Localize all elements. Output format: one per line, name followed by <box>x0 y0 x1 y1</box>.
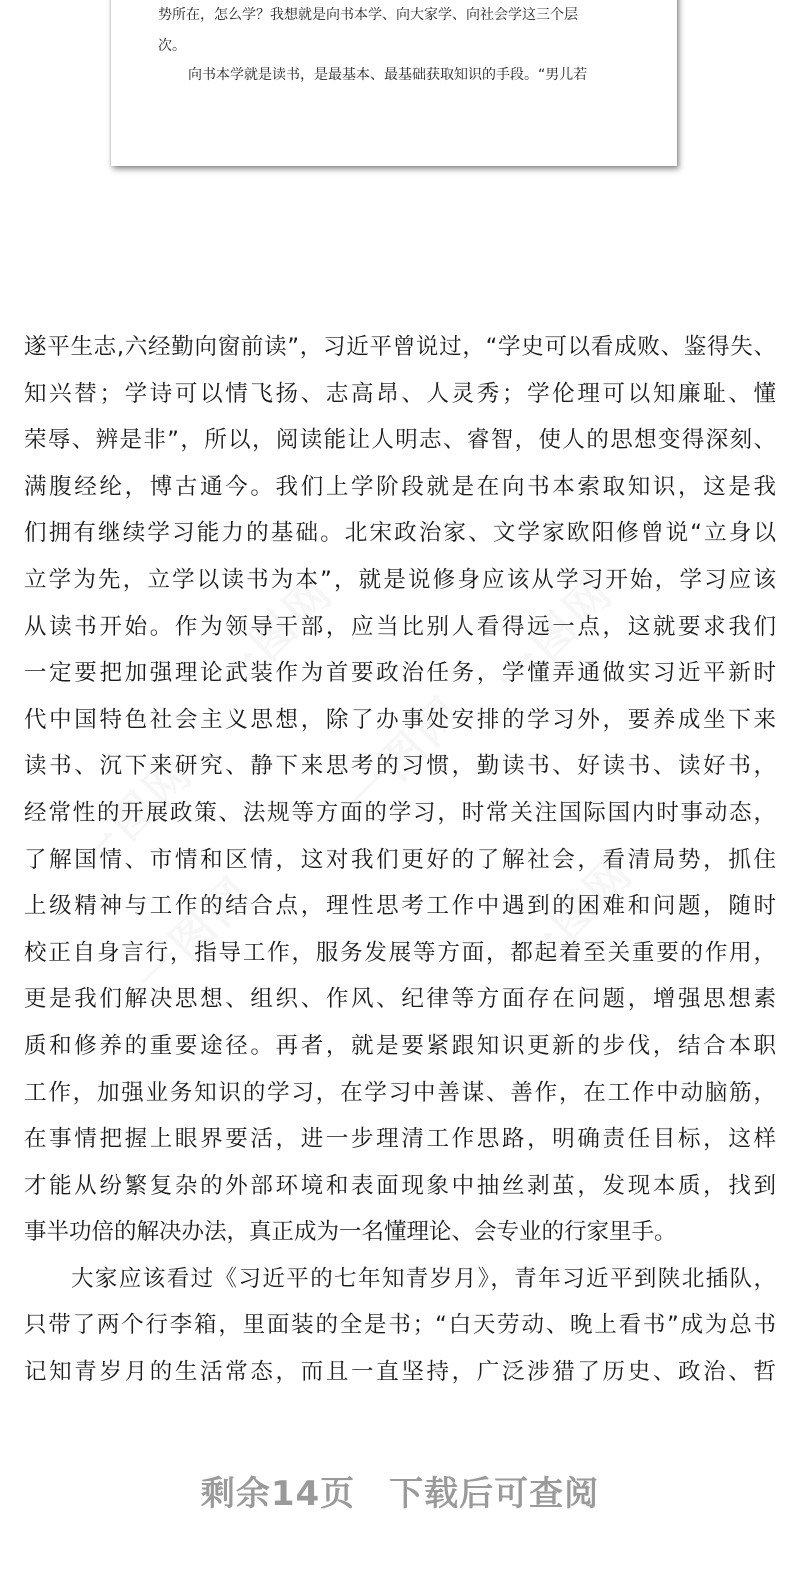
body-line: 经常性的开展政策、法规等方面的学习，时常关注国际国内时事动态， <box>24 799 776 826</box>
body-line: 了解国情、市情和区情，这对我们更好的了解社会，看清局势，抓住 <box>24 846 776 873</box>
body-line: 满腹经纶，博古通今。我们上学阶段就是在向书本索取知识，这是我 <box>24 473 776 500</box>
body-line: 读书、沉下来研究、静下来思考的习惯，勤读书、好读书、读好书， <box>24 753 776 780</box>
body-line: 质和修养的重要途径。再者，就是要紧跟知识更新的步伐，结合本职 <box>24 1032 776 1059</box>
page-preview-card <box>111 0 677 166</box>
body-line: 们拥有继续学习能力的基础。北宋政治家、文学家欧阳修曾说“立身以 <box>24 520 776 547</box>
body-line: 从读书开始。作为领导干部，应当比别人看得远一点，这就要求我们 <box>24 613 776 640</box>
download-to-view-label[interactable]: 下载后可查阅 <box>389 1474 600 1514</box>
body-line: 荣辱、辨是非”，所以，阅读能让人明志、睿智，使人的思想变得深刻、 <box>24 427 776 454</box>
remaining-pages-label: 剩余14页 <box>200 1474 356 1514</box>
body-line: 遂平生志,六经勤向窗前读”，习近平曾说过，“学史可以看成败、鉴得失、 <box>24 334 776 360</box>
body-line: 更是我们解决思想、组织、作风、纪律等方面存在问题，增强思想素 <box>24 986 776 1013</box>
body-line: 立学为先，立学以读书为本”，就是说修身应该从学习开始，学习应该 <box>24 566 776 593</box>
body-line: 知兴替；学诗可以情飞扬、志高昂、人灵秀；学伦理可以知廉耻、懂 <box>24 380 776 407</box>
body-line: 校正自身言行，指导工作，服务发展等方面，都起着至关重要的作用， <box>24 939 776 966</box>
body-line: 一定要把加强理论武装作为首要政治任务，学懂弄通做实习近平新时 <box>24 660 776 687</box>
body-line: 事半功倍的解决办法，真正成为一名懂理论、会专业的行家里手。 <box>24 1219 677 1246</box>
preview-line-1: 势所在，怎么学？我想就是向书本学、向大家学、向社会学这三个层 <box>158 7 578 23</box>
body-line: 才能从纷繁复杂的外部环境和表面现象中抽丝剥茧，发现本质，找到 <box>24 1172 776 1199</box>
body-line: 在事情把握上眼界要活，进一步理清工作思路，明确责任目标，这样 <box>24 1126 776 1153</box>
download-prompt[interactable] <box>0 1466 800 1515</box>
body-line: 上级精神与工作的结合点，理性思考工作中遇到的困难和问题，随时 <box>24 893 776 920</box>
body-line: 工作，加强业务知识的学习，在学习中善谋、善作，在工作中动脑筋， <box>24 1079 776 1106</box>
body-line: 代中国特色社会主义思想，除了办事处安排的学习外，要养成坐下来 <box>24 706 776 733</box>
preview-line-2: 次。 <box>158 38 186 54</box>
body-line: 记知青岁月的生活常态，而且一直坚持，广泛涉猎了历史、政治、哲 <box>24 1359 776 1386</box>
preview-line-3: 向书本学就是读书，是最基本、最基础获取知识的手段。“男儿若 <box>188 67 588 83</box>
document-body <box>24 324 776 1396</box>
body-line: 只带了两个行李箱，里面装的全是书；“白天劳动、晚上看书”成为总书 <box>24 1312 776 1339</box>
body-line: 大家应该看过《习近平的七年知青岁月》，青年习近平到陕北插队， <box>71 1265 776 1292</box>
